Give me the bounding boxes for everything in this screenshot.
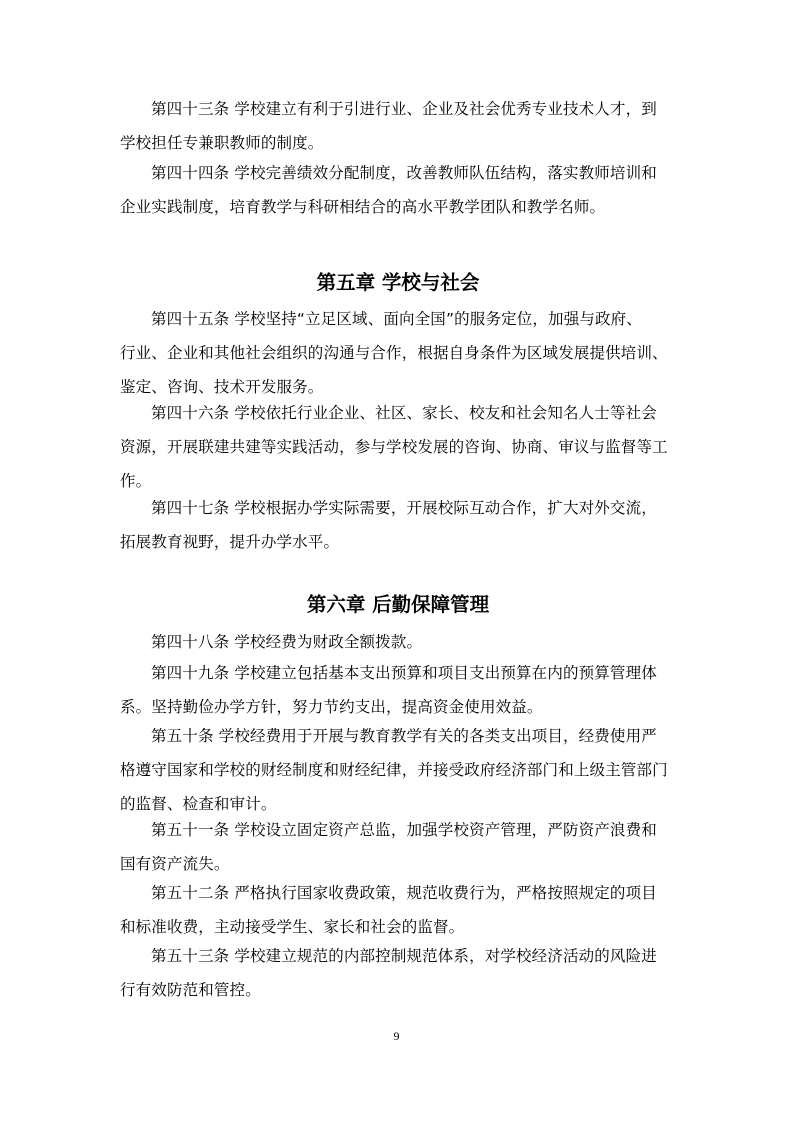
paragraph-line: 第五十一条 学校设立固定资产总监，加强学校资产管理，严防资产浪费和 [151,821,657,839]
paragraph-line: 企业实践制度，培育教学与科研相结合的高水平教学团队和教学名师。 [120,198,606,216]
paragraph-line: 第四十三条 学校建立有利于引进行业、企业及社会优秀专业技术人才，到 [151,100,657,118]
article-44 [120,156,676,224]
paragraph-line: 第四十四条 学校完善绩效分配制度，改善教师队伍结构，落实教师培训和 [151,164,657,182]
paragraph-line: 第四十六条 学校依托行业企业、社区、家长、校友和社会知名人士等社会 [151,404,657,422]
paragraph-line: 第五十条 学校经费用于开展与教育教学有关的各类支出项目，经费使用严 [151,727,657,745]
paragraph-line: 第四十八条 学校经费为财政全额拨款。 [151,633,423,651]
paragraph-line: 国有资产流失。 [120,855,230,873]
paragraph-line: 格遵守国家和学校的财经制度和财经纪律，并接受政府经济部门和上级主管部门 [120,761,668,779]
article-43 [120,92,676,160]
article-47 [120,491,676,559]
paragraph-line: 第四十七条 学校根据办学实际需要，开展校际互动合作，扩大对外交流， [151,499,657,517]
article-51 [120,813,676,881]
page-number: 9 [393,1029,400,1043]
paragraph-line: 作。 [120,472,152,490]
article-46 [120,396,676,498]
paragraph-line: 第五十二条 严格执行国家收费政策，规范收费行为，严格按照规定的项目 [151,884,657,902]
paragraph-line: 行有效防范和管控。 [120,981,261,999]
paragraph-line: 资源，开展联建共建等实践活动，参与学校发展的咨询、协商、审议与监督等工 [120,438,668,456]
article-48 [120,625,676,659]
paragraph-line: 第五十三条 学校建立规范的内部控制规范体系，对学校经济活动的风险进 [151,947,657,965]
article-50 [120,719,676,821]
paragraph-line: 系。坚持勤俭办学方针，努力节约支出，提高资金使用效益。 [120,698,543,716]
paragraph-line: 第四十五条 学校坚持“立足区域、面向全国”的服务定位，加强与政府、 [151,310,642,328]
paragraph-line: 和标准收费，主动接受学生、家长和社会的监督。 [120,918,465,936]
article-45 [120,302,676,404]
paragraph-line: 鉴定、咨询、技术开发服务。 [120,378,324,396]
article-52 [120,876,676,944]
paragraph-line: 的监督、检查和审计。 [120,795,277,813]
chapter-5-heading: 第五章 学校与社会 [316,271,480,294]
article-49 [120,656,676,724]
article-53 [120,939,676,1007]
paragraph-line: 第四十九条 学校建立包括基本支出预算和项目支出预算在内的预算管理体 [151,664,657,682]
paragraph-line: 学校担任专兼职教师的制度。 [120,134,324,152]
chapter-6-heading: 第六章 后勤保障管理 [306,593,490,616]
paragraph-line: 行业、企业和其他社会组织的沟通与合作，根据自身条件为区域发展提供培训、 [120,344,668,362]
paragraph-line: 拓展教育视野，提升办学水平。 [120,533,340,551]
